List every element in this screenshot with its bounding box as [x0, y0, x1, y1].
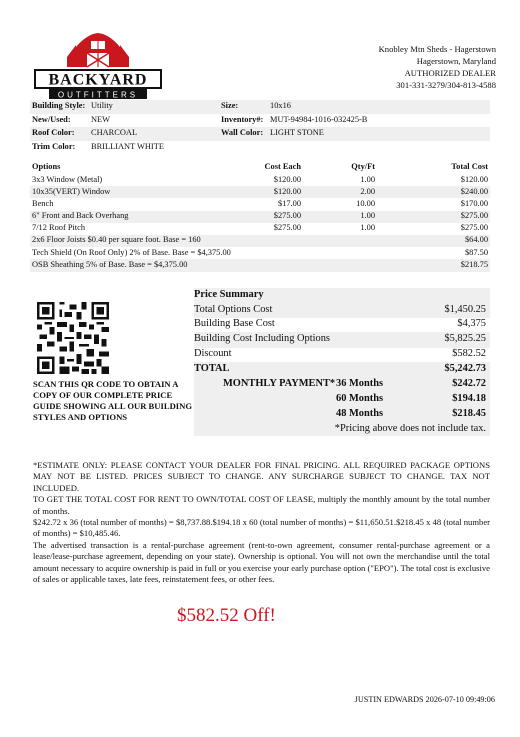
col-qty: Qty/Ft — [351, 162, 375, 171]
size-value: 10x16 — [270, 101, 291, 110]
table-row — [30, 259, 490, 271]
info-row — [30, 127, 490, 141]
summary-row-discount — [194, 348, 490, 362]
term-48-value: $218.45 — [452, 408, 486, 419]
building-info — [30, 100, 490, 154]
roof-color-value: CHARCOAL — [91, 128, 138, 137]
option-name: Tech Shield (On Roof Only) 2% of Base. Base = $4,375.00 — [32, 247, 231, 257]
base-cost-label: Building Base Cost — [194, 318, 275, 329]
disclaimer — [33, 460, 490, 585]
building-style-label: Building Style: — [32, 101, 86, 110]
new-used-value: NEW — [91, 114, 111, 124]
trim-color-label: Trim Color: — [32, 141, 76, 151]
summary-row-total — [194, 363, 490, 377]
trim-color-value: BRILLIANT WHITE — [91, 141, 164, 151]
option-qty: 2.00 — [360, 186, 375, 196]
disclaimer-estimate: *ESTIMATE ONLY: PLEASE CONTACT YOUR DEALER FOR FINAL PRICING. ALL REQUIRED PACKAGE OPTIONS MAY NOT BE LISTED. PRICES SUBJECT TO CHANGE. ANY SURCHARGE SUBJECT TO CHANGE. TAX NOT INCLUDED. — [33, 460, 490, 493]
dealer-city: Hagerstown, Maryland — [416, 56, 496, 66]
term-36-value: $242.72 — [452, 378, 486, 389]
option-each: $120.00 — [273, 174, 301, 184]
monthly-48 — [194, 408, 490, 422]
col-options: Options — [32, 162, 61, 171]
building-style-value: Utility — [91, 101, 113, 110]
option-each: $17.00 — [277, 198, 301, 208]
option-total: $275.00 — [460, 223, 488, 233]
summary-row-options — [194, 304, 490, 318]
table-row — [30, 235, 490, 247]
tax-note: *Pricing above does not include tax. — [334, 423, 486, 434]
term-60-value: $194.18 — [452, 393, 486, 404]
option-name: 7/12 Roof Pitch — [32, 223, 86, 233]
price-summary — [194, 288, 490, 436]
dealer-name: Knobley Mtn Sheds - Hagerstown — [378, 44, 496, 54]
qr-caption: SCAN THIS QR CODE TO OBTAIN A COPY OF OUR COMPLETE PRICE GUIDE SHOWING ALL OUR BUILDING STYLES AND OPTIONS — [33, 379, 193, 422]
including-options-value: $5,825.25 — [444, 333, 486, 344]
table-row — [30, 174, 490, 186]
roof-color-label: Roof Color: — [32, 128, 75, 137]
discount-value: $582.52 — [452, 348, 486, 359]
dealer-phones: 301-331-3279/304-813-4588 — [396, 80, 496, 90]
backyard-outfitters-logo — [33, 31, 163, 101]
size-label: Size: — [221, 101, 239, 110]
summary-row-base — [194, 318, 490, 332]
option-each: $275.00 — [273, 223, 301, 233]
wall-color-value: LIGHT STONE — [270, 128, 324, 137]
option-name: 6" Front and Back Overhang — [32, 211, 129, 221]
total-options-value: $1,450.25 — [444, 304, 486, 315]
monthly-payment-label: MONTHLY PAYMENT* — [223, 378, 336, 389]
info-row — [30, 100, 490, 114]
dealer-status: AUTHORIZED DEALER — [404, 68, 496, 78]
term-36-label: 36 Months — [336, 378, 384, 389]
qr-code[interactable] — [37, 302, 109, 374]
options-header — [30, 161, 490, 174]
option-name: 2x6 Floor Joists $0.40 per square foot. Base = 160 — [32, 235, 201, 245]
wall-color-label: Wall Color: — [221, 128, 264, 137]
option-name: 3x3 Window (Metal) — [32, 174, 103, 184]
including-options-label: Building Cost Including Options — [194, 333, 330, 344]
total-value: $5,242.73 — [444, 363, 486, 374]
footer-signature: JUSTIN EDWARDS 2026-07-10 09:49:06 — [354, 695, 495, 704]
total-label: TOTAL — [194, 363, 230, 374]
option-name: 10x35(VERT) Window — [32, 186, 111, 196]
disclaimer-calculation: $242.72 x 36 (total number of months) = $8,737.88.$194.18 x 60 (total number of months) = $11,650.51.$218.45 x 48 (total number of months) = $10,485.46. — [33, 517, 490, 539]
dealer-info — [379, 43, 496, 91]
new-used-label: New/Used: — [32, 114, 71, 124]
base-cost-value: $4,375 — [457, 318, 486, 329]
logo-wordmark: BACKYARD — [48, 71, 148, 89]
discount-label: Discount — [194, 348, 232, 359]
table-row — [30, 211, 490, 223]
price-summary-title: Price Summary — [194, 289, 264, 300]
summary-row-including — [194, 333, 490, 347]
option-qty: 1.00 — [360, 223, 375, 233]
option-qty: 10.00 — [356, 198, 375, 208]
option-total: $218.75 — [460, 259, 488, 269]
option-qty: 1.00 — [360, 174, 375, 184]
total-options-label: Total Options Cost — [194, 304, 273, 315]
term-60-label: 60 Months — [336, 393, 384, 404]
option-total: $87.50 — [464, 247, 488, 257]
term-48-label: 48 Months — [336, 408, 384, 419]
options-table — [30, 161, 490, 272]
inventory-label: Inventory#: — [221, 114, 264, 124]
inventory-value: MUT-94984-1016-032425-B — [270, 114, 368, 124]
logo-subtitle: OUTFITTERS — [57, 90, 139, 100]
option-total: $64.00 — [464, 235, 488, 245]
table-row — [30, 247, 490, 259]
monthly-60 — [194, 393, 490, 407]
option-total: $120.00 — [460, 174, 488, 184]
option-each: $275.00 — [273, 211, 301, 221]
option-total: $170.00 — [460, 198, 488, 208]
col-cost-each: Cost Each — [264, 162, 301, 171]
option-total: $275.00 — [460, 211, 488, 221]
option-each: $120.00 — [273, 186, 301, 196]
option-name: OSB Sheathing 5% of Base. Base = $4,375.00 — [32, 259, 188, 269]
monthly-36 — [194, 378, 490, 392]
discount-promo: $582.52 Off! — [177, 605, 276, 626]
option-name: Bench — [32, 198, 54, 208]
info-row — [30, 114, 490, 128]
info-row — [30, 141, 490, 155]
table-row — [30, 186, 490, 198]
option-total: $240.00 — [460, 186, 488, 196]
col-total-cost: Total Cost — [451, 162, 488, 171]
table-row — [30, 198, 490, 210]
disclaimer-agreement: The advertised transaction is a rental-purchase agreement (rent-to-own agreement, consumer rental-purchase agreement or a lease/lease-purchase agreement, depending on your state). Ownership is optional. You will not own the merchandise until the total amount necessary to acquire ownership is paid in full or you exercise your early purchase option ("EPO"). The total cost is exclusive of sales or applicable taxes, late fees, reinstatement fees, or other fees. — [33, 539, 490, 585]
option-qty: 1.00 — [360, 211, 375, 221]
disclaimer-total-cost: TO GET THE TOTAL COST FOR RENT TO OWN/TOTAL COST OF LEASE, multiply the monthly amount by the total number of months. — [33, 494, 490, 516]
table-row — [30, 223, 490, 235]
